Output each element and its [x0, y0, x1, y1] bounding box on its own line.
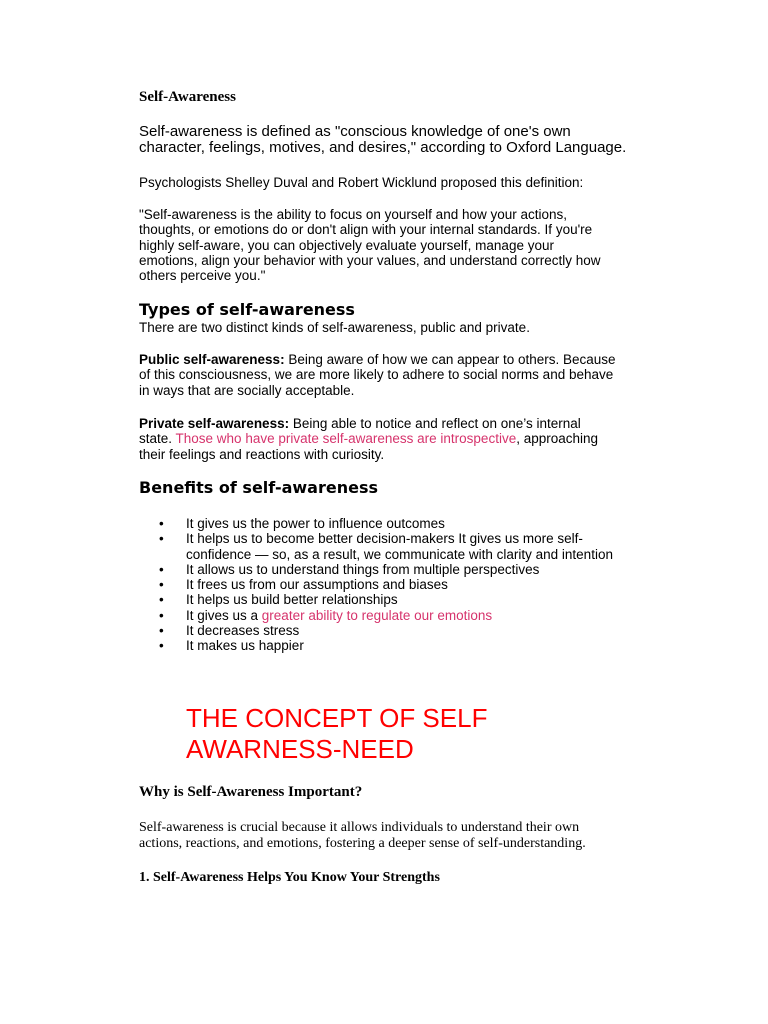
- strengths-heading: 1. Self-Awareness Helps You Know Your Strengths: [139, 870, 440, 885]
- list-item-text: It helps us to become better decision-makers It gives us more self-: [186, 531, 583, 547]
- list-item: • It gives us the power to influence outcomes: [159, 516, 613, 531]
- introspective-link[interactable]: Those who have private self-awareness are introspective: [175, 431, 517, 447]
- list-item: • It helps us build better relationships: [159, 592, 613, 607]
- list-item: • It decreases stress: [159, 623, 613, 638]
- benefits-heading: Benefits of self-awareness: [139, 478, 378, 497]
- why-line: Self-awareness is crucial because it allows individuals to understand their own: [139, 820, 580, 835]
- private-line: their feelings and reactions with curiosity.: [139, 446, 385, 462]
- quote-line: thoughts, or emotions do or don't align with your internal standards. If you're: [139, 222, 593, 238]
- private-text: state.: [139, 431, 176, 447]
- types-intro: There are two distinct kinds of self-awareness, public and private.: [139, 320, 530, 335]
- public-definition: Being aware of how we can appear to others. Because: [284, 352, 616, 367]
- psychologists-paragraph: Psychologists Shelley Duval and Robert Wicklund proposed this definition:: [139, 175, 584, 190]
- public-line: [139, 352, 616, 367]
- private-definition: Being able to notice and reflect on one’s internal: [289, 416, 581, 431]
- benefits-list: [159, 516, 613, 654]
- document-title: Self-Awareness: [139, 89, 236, 105]
- public-line: in ways that are socially acceptable.: [139, 382, 355, 398]
- private-term: Private self-awareness:: [139, 416, 290, 431]
- quote-line: emotions, align your behavior with your values, and understand correctly how: [139, 252, 601, 268]
- public-line: of this consciousness, we are more likely to adhere to social norms and behave: [139, 367, 614, 383]
- concept-heading: [186, 703, 487, 765]
- public-self-awareness-paragraph: [139, 352, 616, 398]
- private-line: [139, 416, 598, 431]
- types-heading: Types of self-awareness: [139, 300, 355, 319]
- why-line: actions, reactions, and emotions, fostering a deeper sense of self-understanding.: [139, 836, 586, 851]
- list-item: [159, 608, 613, 623]
- list-item-text: It gives us a: [186, 607, 262, 623]
- concept-heading-line: AWARNESS-NEED: [186, 734, 414, 764]
- quote-line: others perceive you.": [139, 268, 266, 284]
- definition-quote: [139, 207, 601, 283]
- why-heading: Why is Self-Awareness Important?: [139, 784, 363, 800]
- public-term: Public self-awareness:: [139, 352, 285, 367]
- list-item-text: confidence — so, as a result, we communicate with clarity and intention: [186, 546, 613, 562]
- emotions-link[interactable]: greater ability to regulate our emotions: [261, 607, 493, 623]
- intro-line: Self-awareness is defined as "conscious knowledge of one's own: [139, 123, 571, 140]
- list-item: • It makes us happier: [159, 638, 613, 653]
- list-item: • It frees us from our assumptions and biases: [159, 577, 613, 592]
- list-item: • It allows us to understand things from multiple perspectives: [159, 562, 613, 577]
- intro-line: character, feelings, motives, and desires," according to Oxford Language.: [139, 139, 627, 156]
- list-item: [159, 531, 613, 562]
- quote-line: "Self-awareness is the ability to focus on yourself and how your actions,: [139, 207, 568, 222]
- private-self-awareness-paragraph: [139, 416, 598, 462]
- quote-line: highly self-aware, you can objectively evaluate yourself, manage your: [139, 237, 554, 253]
- concept-heading-line: THE CONCEPT OF SELF: [186, 703, 488, 733]
- why-paragraph: [139, 820, 586, 852]
- intro-paragraph: [139, 124, 626, 156]
- private-line: [139, 431, 598, 446]
- private-text: , approaching: [516, 431, 599, 447]
